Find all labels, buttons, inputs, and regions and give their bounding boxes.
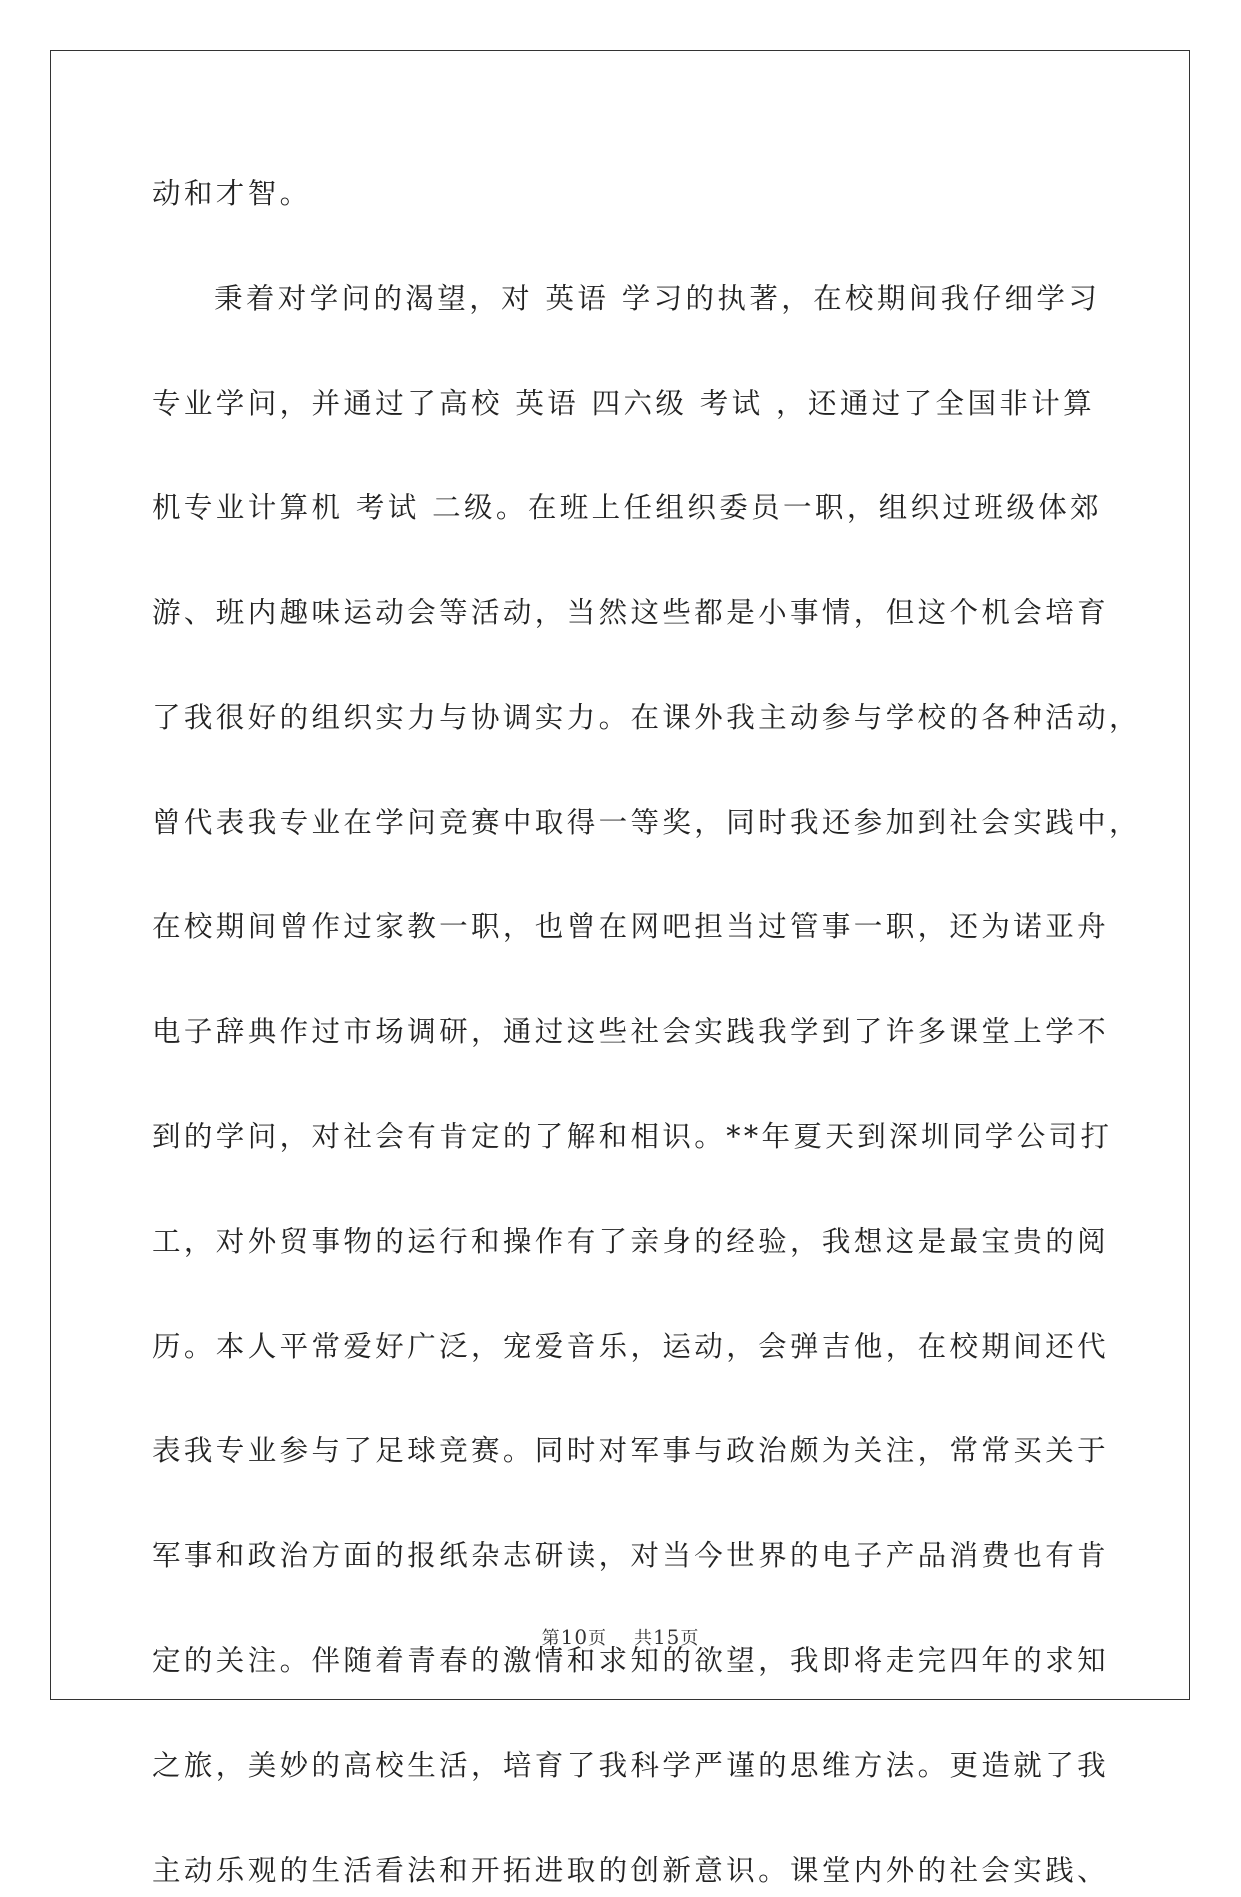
text-line: 动和才智。 [152,177,312,210]
text-line: 电子辞典作过市场调研，通过这些社会实践我学到了许多课堂上学不 [152,1015,1110,1049]
text-line: 历。本人平常爱好广泛，宠爱音乐，运动，会弹吉他，在校期间还代 [152,1329,1110,1363]
text-line: 到的学问，对社会有肯定的了解和相识。**年夏天到深圳同学公司打 [152,1120,1113,1154]
total-pages: 15 [652,1625,681,1649]
line-gap [152,954,1097,1006]
text-line: 之旅，美妙的高校生活，培育了我科学严谨的思维方法。更造就了我 [152,1748,1110,1782]
text-line: 曾代表我专业在学问竞赛中取得一等奖，同时我还参加到社会实践中， [152,805,1141,839]
text-line: 专业学问，并通过了高校 英语 四六级 考试 ，还通过了全国非计算 [152,386,1096,420]
text-line: 定的关注。伴随着青春的激情和求知的欲望，我即将走完四年的求知 [152,1643,1110,1677]
line-gap [152,1373,1097,1425]
line-gap [152,1478,1097,1530]
line-gap [152,1792,1097,1844]
paragraph-gap [152,220,1097,272]
line-gap [152,325,1097,377]
page-suffix: 页 [588,1628,608,1649]
line-gap [152,640,1097,692]
page-footer [0,1624,1241,1650]
line-gap [152,1059,1097,1111]
line-gap [152,744,1097,796]
line-gap [152,1268,1097,1320]
line-gap [152,1163,1097,1215]
line-gap [152,535,1097,587]
text-line: 了我很好的组织实力与协调实力。在课外我主动参与学校的各种活动， [152,700,1141,734]
total-suffix: 页 [680,1628,700,1649]
text-line: 在校期间曾作过家教一职，也曾在网吧担当过管事一职，还为诺亚舟 [152,910,1110,944]
line-gap [152,849,1097,901]
total-prefix: 共 [633,1628,653,1649]
text-line: 工，对外贸事物的运行和操作有了亲身的经验，我想这是最宝贵的阅 [152,1224,1110,1258]
line-gap [152,1687,1097,1739]
text-line: 秉着对学问的渴望，对 英语 学习的执著，在校期间我仔细学习 [214,281,1101,315]
text-line: 游、班内趣味运动会等活动，当然这些都是小事情，但这个机会培育 [152,596,1110,630]
text-line: 表我专业参与了足球竞赛。同时对军事与政治颇为关注，常常买关于 [152,1434,1110,1468]
line-gap [152,430,1097,482]
page-prefix: 第 [541,1628,561,1649]
text-line: 军事和政治方面的报纸杂志研读，对当今世界的电子产品消费也有肯 [152,1539,1110,1573]
text-line: 主动乐观的生活看法和开拓进取的创新意识。课堂内外的社会实践、 [152,1853,1110,1887]
page-number: 10 [560,1625,589,1649]
text-line: 机专业计算机 考试 二级。在班上任组织委员一职，组织过班级体郊 [152,491,1103,525]
